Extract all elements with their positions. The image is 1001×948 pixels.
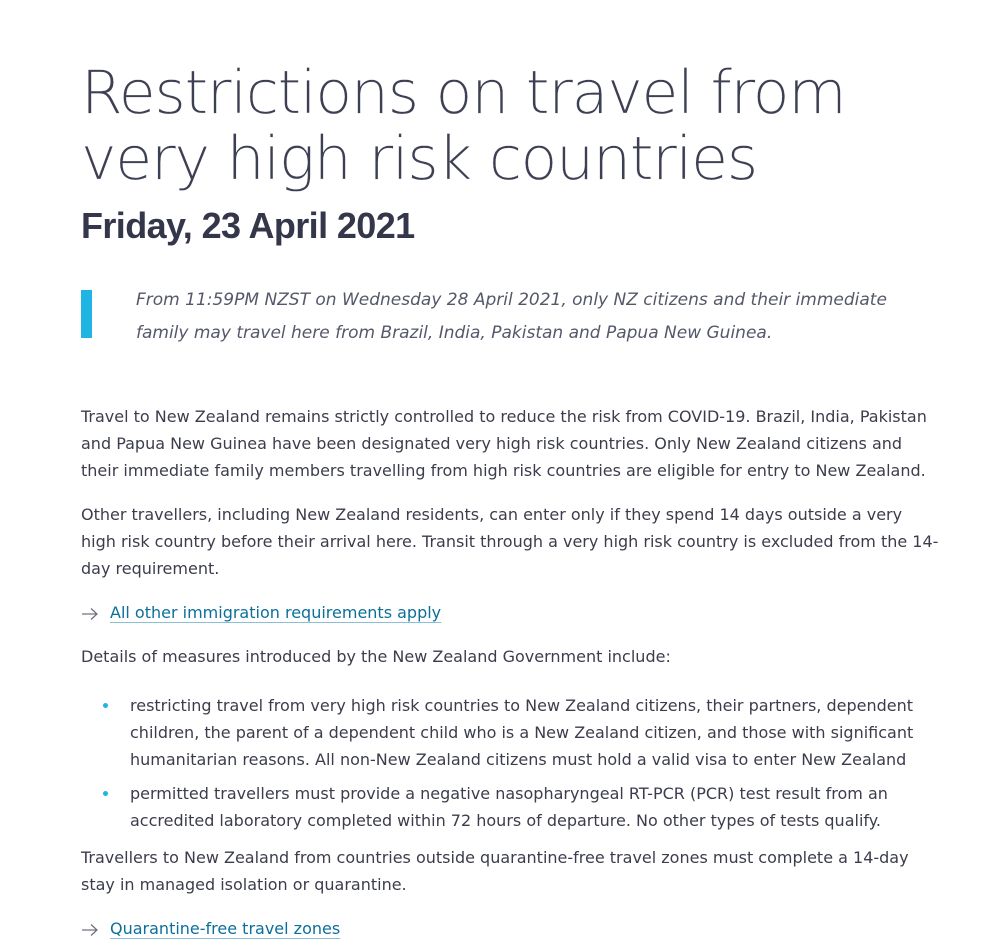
- immigration-requirements-link-row: [81, 599, 941, 626]
- article: [81, 60, 941, 942]
- callout: [81, 284, 941, 350]
- page-date: Friday, 23 April 2021: [81, 205, 415, 246]
- bullet-dot: [103, 703, 108, 708]
- bullet-dot: [103, 791, 108, 796]
- list-item-text: restricting travel from very high risk countries to New Zealand citizens, their partners, dependent children, the parent of a dependent child who is a New Zealand citizen, and those with significant humanitarian reasons. All non-New Zealand citizens must hold a valid visa to enter New Zealand: [130, 696, 914, 769]
- page-title: Restrictions on travel from very high risk countries: [81, 58, 846, 194]
- paragraph-quarantine: Travellers to New Zealand from countries outside quarantine-free travel zones must complete a 14-day stay in managed isolation or quarantine.: [81, 848, 909, 894]
- arrow-right-icon: [81, 606, 99, 620]
- arrow-right-icon: [81, 922, 99, 936]
- paragraph-other-travellers: Other travellers, including New Zealand residents, can enter only if they spend 14 days outside a very high risk country before their arrival here. Transit through a very high risk country is excluded from the 14-day requirement.: [81, 505, 939, 578]
- quarantine-free-link-row: [81, 915, 941, 942]
- list-item-text: permitted travellers must provide a negative nasopharyngeal RT-PCR (PCR) test result from an accredited laboratory completed within 72 hours of departure. No other types of tests qualify.: [130, 784, 888, 830]
- paragraph-measures-intro: Details of measures introduced by the New Zealand Government include:: [81, 647, 671, 666]
- measures-list: [81, 692, 941, 834]
- callout-text: From 11:59PM NZST on Wednesday 28 April 2021, only NZ citizens and their immediate family may travel here from Brazil, India, Pakistan and Papua New Guinea.: [136, 290, 887, 343]
- immigration-requirements-link[interactable]: All other immigration requirements apply: [110, 603, 442, 622]
- paragraph-intro: Travel to New Zealand remains strictly controlled to reduce the risk from COVID-19. Brazil, India, Pakistan and Papua New Guinea have been designated very high risk countries. Only New Zealand citizens and their immediate family members travelling from high risk countries are eligible for entry to New Zealand.: [81, 407, 927, 480]
- list-item: [81, 692, 941, 773]
- callout-accent-bar: [81, 290, 92, 338]
- list-item: [81, 780, 941, 834]
- quarantine-free-travel-zones-link[interactable]: Quarantine-free travel zones: [110, 919, 341, 938]
